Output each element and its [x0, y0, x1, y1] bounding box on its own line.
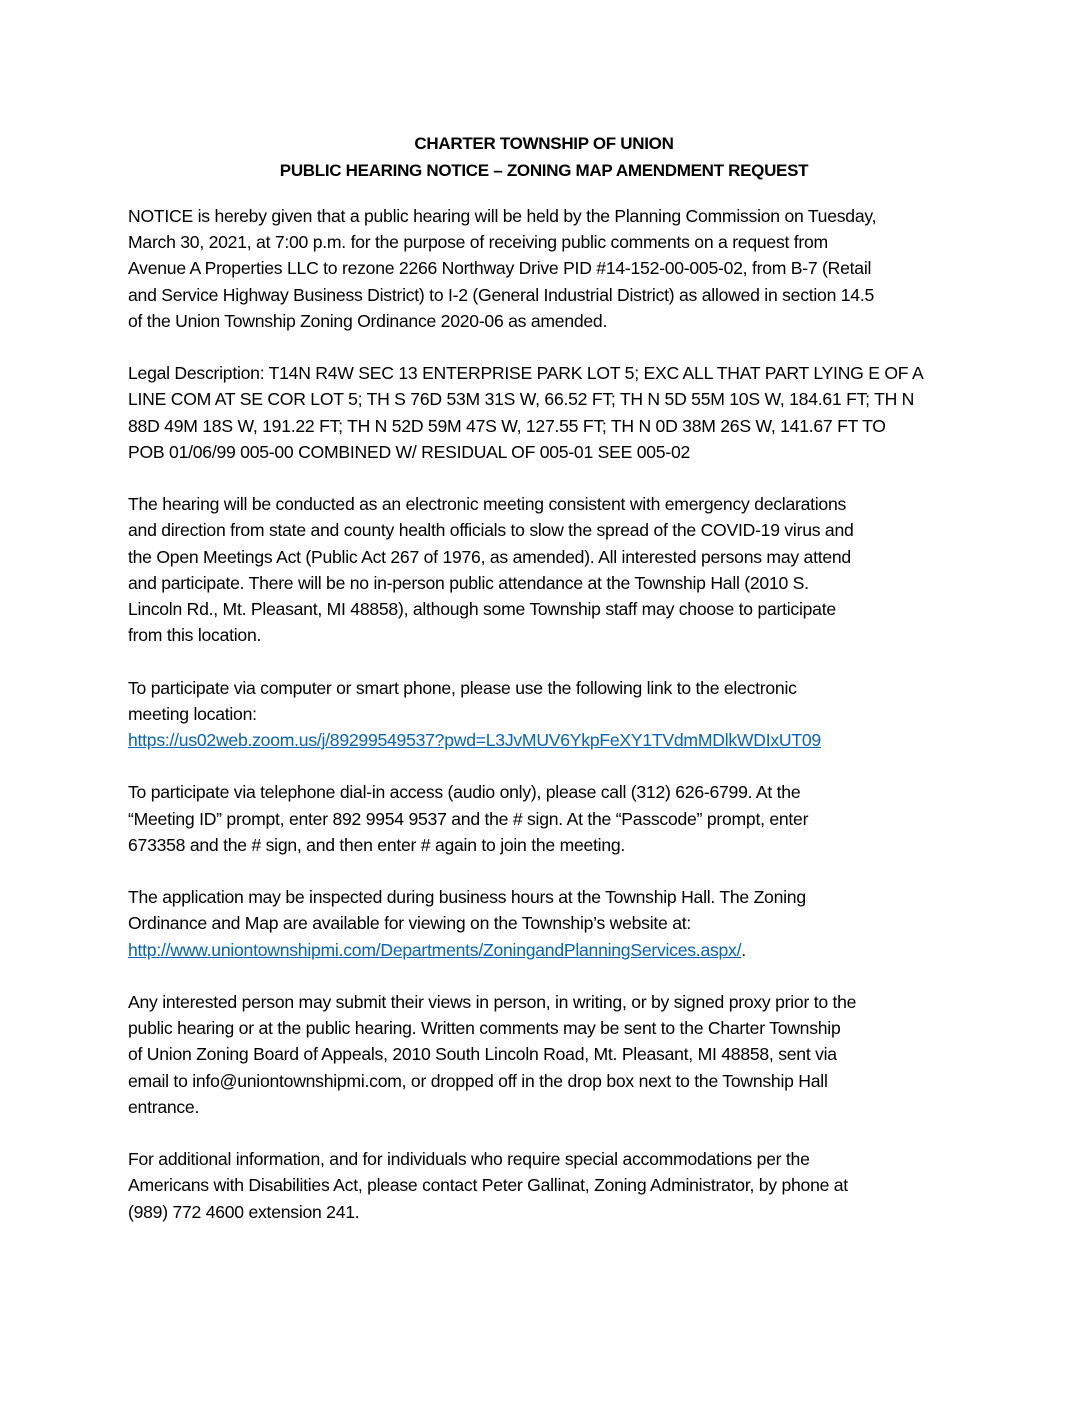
phone-line: 673358 and the # sign, and then enter # again to join the meeting.	[128, 834, 626, 855]
notice-line: of the Union Township Zoning Ordinance 2020-06 as amended.	[128, 310, 608, 331]
legal-line: 88D 49M 18S W, 191.22 FT; TH N 52D 59M 47S W, 127.55 FT; TH N 0D 38M 26S W, 141.67 FT TO	[128, 415, 886, 436]
township-website-link[interactable]: http://www.uniontownshipmi.com/Departments/ZoningandPlanningServices.aspx/	[128, 939, 742, 960]
views-line: public hearing or at the public hearing. Written comments may be sent to the Charter Township	[128, 1018, 841, 1039]
notice-body	[128, 203, 968, 1251]
contact-line: Americans with Disabilities Act, please contact Peter Gallinat, Zoning Administrator, by phone at	[128, 1175, 848, 1196]
legal-description-paragraph	[128, 360, 968, 465]
notice-line: NOTICE is hereby given that a public hearing will be held by the Planning Commission on Tuesday,	[128, 206, 877, 226]
electronic-line: the Open Meetings Act (Public Act 267 of 1976, as amended). All interested persons may attend	[128, 546, 851, 567]
electronic-line: and direction from state and county health officials to slow the spread of the COVID-19 virus and	[128, 520, 854, 541]
application-paragraph	[128, 884, 968, 963]
contact-line: (989) 772 4600 extension 241.	[128, 1201, 360, 1222]
zoom-link-line	[128, 727, 968, 753]
computer-line: meeting location:	[128, 703, 257, 724]
application-line: The application may be inspected during business hours at the Township Hall. The Zoning	[128, 887, 806, 908]
legal-line: Legal Description: T14N R4W SEC 13 ENTERPRISE PARK LOT 5; EXC ALL THAT PART LYING E OF A	[128, 363, 924, 384]
phone-line: “Meeting ID” prompt, enter 892 9954 9537 and the # sign. At the “Passcode” prompt, enter	[128, 808, 809, 829]
notice-line: and Service Highway Business District) to I-2 (General Industrial District) as allowed in section 14.5	[128, 284, 875, 305]
zoom-meeting-link[interactable]: https://us02web.zoom.us/j/89299549537?pwd=L3JvMUV6YkpFeXY1TVdmMDlkWDIxUT09	[128, 730, 821, 751]
notice-header	[0, 130, 1088, 184]
legal-line: POB 01/06/99 005-00 COMBINED W/ RESIDUAL OF 005-01 SEE 005-02	[128, 441, 691, 462]
notice-line: March 30, 2021, at 7:00 p.m. for the purpose of receiving public comments on a request from	[128, 232, 828, 253]
views-line: email to info@uniontownshipmi.com, or dropped off in the drop box next to the Township Hall	[128, 1070, 828, 1091]
electronic-line: The hearing will be conducted as an electronic meeting consistent with emergency declarations	[128, 494, 847, 515]
electronic-line: and participate. There will be no in-person public attendance at the Township Hall (2010 S.	[128, 572, 809, 593]
views-line: entrance.	[128, 1096, 200, 1117]
phone-participation-paragraph	[128, 779, 968, 858]
township-title: CHARTER TOWNSHIP OF UNION	[414, 134, 674, 153]
electronic-line: from this location.	[128, 625, 262, 646]
computer-participation-paragraph	[128, 675, 968, 754]
website-link-line	[128, 937, 968, 963]
views-line: Any interested person may submit their views in person, in writing, or by signed proxy prior to the	[128, 992, 857, 1012]
views-line: of Union Zoning Board of Appeals, 2010 South Lincoln Road, Mt. Pleasant, MI 48858, sent via	[128, 1044, 837, 1065]
notice-title: PUBLIC HEARING NOTICE – ZONING MAP AMENDMENT REQUEST	[279, 161, 809, 180]
computer-line: To participate via computer or smart phone, please use the following link to the electronic	[128, 677, 797, 698]
legal-line: LINE COM AT SE COR LOT 5; TH S 76D 53M 31S W, 66.52 FT; TH N 5D 55M 10S W, 184.61 FT; TH N	[128, 389, 915, 410]
phone-line: To participate via telephone dial-in access (audio only), please call (312) 626-6799. At the	[128, 782, 801, 803]
contact-paragraph	[128, 1146, 968, 1225]
notice-line: Avenue A Properties LLC to rezone 2266 Northway Drive PID #14-152-00-005-02, from B-7 (Retail	[128, 258, 872, 279]
electronic-line: Lincoln Rd., Mt. Pleasant, MI 48858), although some Township staff may choose to participate	[128, 599, 836, 620]
application-line: Ordinance and Map are available for viewing on the Township’s website at:	[128, 913, 692, 934]
electronic-meeting-paragraph	[128, 491, 968, 648]
contact-line: For additional information, and for individuals who require special accommodations per the	[128, 1149, 810, 1170]
link-period: .	[741, 939, 746, 960]
notice-paragraph	[128, 203, 968, 334]
views-paragraph	[128, 989, 968, 1120]
